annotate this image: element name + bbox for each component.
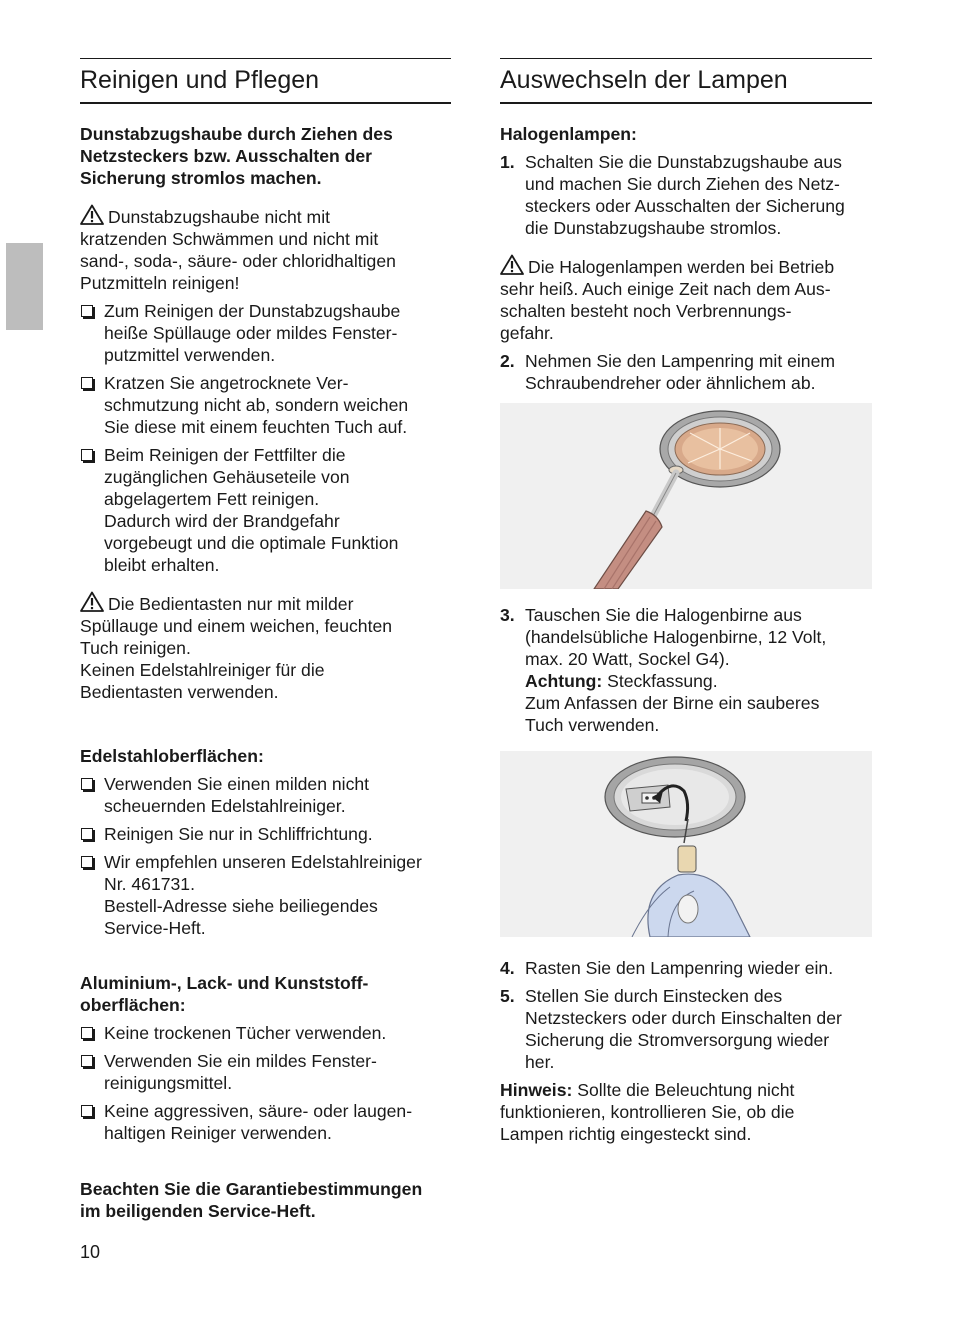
figure-lamp-ring-screwdriver <box>500 403 872 589</box>
step-3: 3. Tauschen Sie die Halogenbirne aus (handelsübliche Halogenbirne, 12 Volt, max. 20 Watt, Sockel G4). Achtung: Steckfassung. Zum Anfassen der Birne ein sauberes Tuch verwenden. <box>500 605 827 735</box>
hinweis-note: Hinweis: Sollte die Beleuchtung nicht funktionieren, kontrollieren Sie, ob die Lampen richtig eingesteckt sind. <box>500 1080 795 1144</box>
warning-icon <box>80 204 104 225</box>
page-number: 10 <box>80 1242 101 1262</box>
warning-icon <box>80 591 104 612</box>
list-item: Verwenden Sie ein mildes Fenster- reinigungsmittel. <box>80 1050 451 1094</box>
checkbox-bullet-icon <box>81 377 93 389</box>
checkbox-bullet-icon <box>81 828 93 840</box>
section-tab-marker <box>6 243 43 330</box>
list-item: Keine trockenen Tücher verwenden. <box>80 1022 451 1044</box>
checkbox-bullet-icon <box>81 1105 93 1117</box>
subtitle-halogen: Halogenlampen: <box>500 124 637 144</box>
list-item: Wir empfehlen unseren Edelstahlreiniger Nr. 461731. Bestell-Adresse siehe beiliegendes Service-Heft. <box>80 851 451 939</box>
checkbox-bullet-icon <box>81 1055 93 1067</box>
checkbox-bullet-icon <box>81 449 93 461</box>
lamp-ring-illustration <box>500 403 872 589</box>
step-4: 4. Rasten Sie den Lampenring wieder ein. <box>500 958 834 978</box>
list-item: Beim Reinigen der Fettfilter die zugänglichen Gehäuseteile von abgelagertem Fett reinigen. Dadurch wird der Brandgefahr vorgebeugt und die optimale Funktion bleibt erhalten. <box>80 444 451 576</box>
warning-hot: Die Halogenlampen werden bei Betrieb sehr heiß. Auch einige Zeit nach dem Aus- schalten besteht noch Verbrennungs- gefahr. <box>500 254 872 344</box>
heading-lampen: Auswechseln der Lampen <box>500 58 872 104</box>
list-item: Keine aggressiven, säure- oder laugen- haltigen Reiniger verwenden. <box>80 1100 451 1144</box>
step-2: 2. Nehmen Sie den Lampenring mit einem Schraubendreher oder ähnlichem ab. <box>500 351 836 393</box>
list-item: Kratzen Sie angetrocknete Ver- schmutzung nicht ab, sondern weichen Sie diese mit einem feuchten Tuch auf. <box>80 372 451 438</box>
section-title-edelstahl: Edelstahloberflächen: <box>80 746 264 766</box>
step-1: 1. Schalten Sie die Dunstabzugshaube aus und machen Sie durch Ziehen des Netz- steckers oder Ausschalten der Sicherung die Dunstabzugshaube stromlos. <box>500 152 845 238</box>
closing-note: Beachten Sie die Garantiebestimmungen im beiligenden Service-Heft. <box>80 1179 423 1221</box>
list-item: Zum Reinigen der Dunstabzugshaube heiße Spüllauge oder mildes Fenster- putzmittel verwenden. <box>80 300 451 366</box>
checkbox-bullet-icon <box>81 856 93 868</box>
section-title-aluminium: Aluminium-, Lack- und Kunststoff- oberflächen: <box>80 973 369 1015</box>
list-item: Verwenden Sie einen milden nicht scheuernden Edelstahlreiniger. <box>80 773 451 817</box>
bulb-replacement-illustration <box>500 751 872 937</box>
intro-bold: Dunstabzugshaube durch Ziehen des Netzsteckers bzw. Ausschalten der Sicherung stromlos machen. <box>80 124 393 188</box>
checkbox-bullet-icon <box>81 778 93 790</box>
warning-icon <box>500 254 524 275</box>
warning-controls: Die Bedientasten nur mit milder Spüllauge und einem weichen, feuchten Tuch reinigen. Keinen Edelstahlreiniger für die Bedientasten verwenden. <box>80 591 451 703</box>
checkbox-bullet-icon <box>81 1027 93 1039</box>
heading-reinigen: Reinigen und Pflegen <box>80 58 451 104</box>
figure-bulb-replacement <box>500 751 872 937</box>
step-5: 5. Stellen Sie durch Einstecken des Netzsteckers oder durch Einschalten der Sicherung die Stromversorgung wieder her. <box>500 986 842 1072</box>
left-column <box>80 58 451 1222</box>
list-item: Reinigen Sie nur in Schliffrichtung. <box>80 823 451 845</box>
right-column <box>500 58 872 1145</box>
warning-scratch: Dunstabzugshaube nicht mit kratzenden Schwämmen und nicht mit sand-, soda-, säure- oder chloridhaltigen Putzmitteln reinigen! <box>80 204 451 294</box>
checkbox-bullet-icon <box>81 305 93 317</box>
